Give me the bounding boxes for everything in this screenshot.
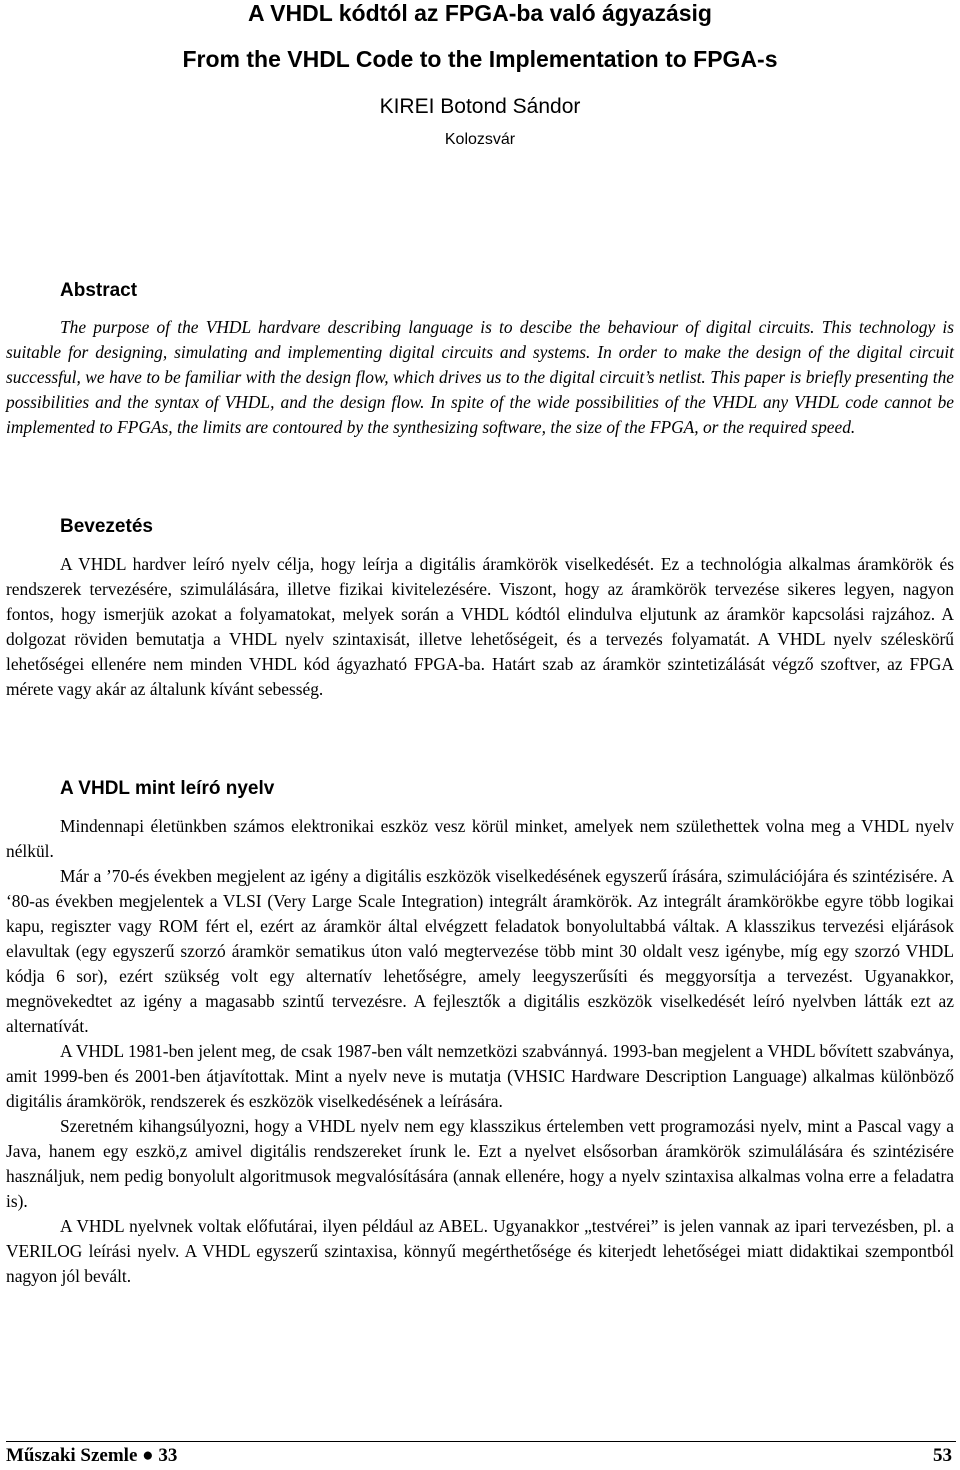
- vhdl-section-body: [6, 814, 954, 1289]
- author-city: Kolozsvár: [444, 131, 516, 148]
- introduction-paragraph: A VHDL hardver leíró nyelv célja, hogy leírja a digitális áramkörök viselkedését. Ez a technológia alkalmas áramkörök és rendszerek tervezésére, szimulálására, illetve fizikai kivitelezésére. Viszont, hogy az áramkörök tervezése sikeres legyen, nagyon fontos, hogy ismerjük azokat a folyamatokat, melyek során a VHDL kódtól elindulva eljutunk az áramkör kapcsolási rajzához. A dolgozat röviden bemutatja a VHDL nyelv szintaxisát, illetve lehetőségeit, és a tervezés folyamatát. A VHDL nyelv széleskörű lehetőségei ellenére nem minden VHDL kód ágyazható FPGA-ba. Határt szab az áramkör szintetizálását végző szoftver, az FPGA mérete vagy akár az általunk kívánt sebesség.: [6, 554, 954, 699]
- vhdl-paragraph-2: Már a ’70-és években megjelent az igény a digitális eszközök viselkedésének egyszerű írására, szimulációjára és szintézisére. A ‘80-as években megjelentek a VLSI (Very Large Scale Integration) integrált áramkörök. Az integrált áramkörökbe egyre több logikai kapu, regiszter vagy ROM fért el, ezért az áramkör által elvégzett feladatok bonyolultabbá váltak. A klasszikus tervezési eljárások elavultak (egy egyszerű szorzó áramkör sematikus úton való megtervezése több mint 30 oldalt vesz igénybe, míg egy szorzó VHDL kódja 6 sor), ezért szükség volt egy alternatív lehetőségre, amely leegyszerűsíti és meggyorsítja a tervezést. Ugyanakkor, megnövekedtet az igény a magasabb szintű tervezésre. A fejlesztők a digitális eszközök viselkedését leíró nyelvben látták ezt az alternatívát.: [6, 866, 954, 1036]
- vhdl-paragraph-3: A VHDL 1981-ben jelent meg, de csak 1987-ben vált nemzetközi szabvánnyá. 1993-ban megjelent a VHDL bővített szabványa, amit 1999-ben és 2001-ben átjavítottak. Mint a nyelv neve is mutatja (VHSIC Hardware Description Language) alkalmas különböző digitális áramkörök, rendszerek és eszközök viselkedésének a leírására.: [6, 1041, 954, 1111]
- abstract-body: [6, 315, 954, 440]
- title-english: From the VHDL Code to the Implementation to FPGA-s: [182, 46, 778, 72]
- footer-divider: [6, 1441, 956, 1442]
- title-hungarian: A VHDL kódtól az FPGA-ba való ágyazásig: [248, 0, 712, 26]
- abstract-paragraph: The purpose of the VHDL hardvare describing language is to descibe the behaviour of digital circuits. This technology is suitable for designing, simulating and implementing digital circuits and systems. In order to make the design of the digital circuit successful, we have to be familiar with the design flow, which drives us to the digital circuit’s netlist. This paper is briefly presenting the possibilities and the syntax of VHDL, and the design flow. In spite of the wide possibilities of the VHDL any VHDL code cannot be implemented to FPGAs, the limits are contoured by the synthesizing software, the size of the FPGA, or the required speed.: [6, 317, 954, 437]
- author-name: KIREI Botond Sándor: [379, 95, 581, 118]
- introduction-body: [6, 552, 954, 702]
- vhdl-section-heading: A VHDL mint leíró nyelv: [60, 778, 275, 799]
- abstract-heading: Abstract: [60, 280, 138, 301]
- vhdl-paragraph-5: A VHDL nyelvnek voltak előfutárai, ilyen például az ABEL. Ugyanakkor „testvérei” is jelen vannak az ipari tervezésben, pl. a VERILOG leírási nyelv. A VHDL egyszerű szintaxisa, könnyű megérthetősége és kiterjedt lehetőségei miatt didaktikai szempontból nagyon jól bevált.: [6, 1216, 954, 1286]
- vhdl-paragraph-1: Mindennapi életünkben számos elektronikai eszköz vesz körül minket, amelyek nem születhettek volna meg a VHDL nyelv nélkül.: [6, 816, 954, 861]
- footer-page-number: 53: [933, 1445, 952, 1466]
- introduction-heading: Bevezetés: [60, 516, 153, 537]
- footer-journal: Műszaki Szemle ● 33: [6, 1445, 178, 1466]
- vhdl-paragraph-4: Szeretném kihangsúlyozni, hogy a VHDL nyelv nem egy klasszikus értelemben vett programozási nyelv, mint a Pascal vagy a Java, hanem egy eszkö,z amivel digitális rendszereket írunk le. Ezt a nyelvet elsősorban áramkörök szimulálására és szintézisére használjuk, nem pedig bonyolult algoritmusok megvalósítására (annak ellenére, hogy a nyelv szintaxisa alkalmas volna erre a feladatra is).: [6, 1116, 954, 1211]
